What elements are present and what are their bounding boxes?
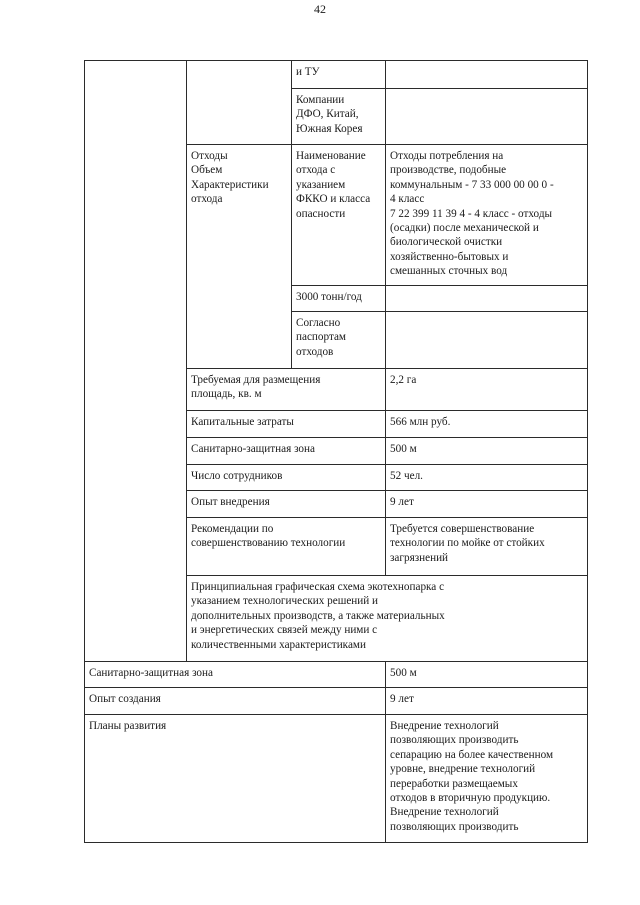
experience-value: 9 лет (386, 491, 588, 518)
continuation-cell (187, 61, 292, 145)
creation-label: Опыт создания (85, 688, 386, 715)
empty-value-cell (386, 61, 588, 89)
table-row (85, 688, 588, 715)
companies-cell: Компании ДФО, Китай, Южная Корея (292, 89, 386, 145)
creation-value: 9 лет (386, 688, 588, 715)
sanitary-zone-outer-value: 500 м (386, 662, 588, 688)
capex-label: Капитальные затраты (187, 411, 386, 438)
table-row (85, 61, 588, 89)
sanitary-zone-label: Санитарно-защитная зона (187, 438, 386, 465)
plans-value: Внедрение технологий позволяющих производить сепарацию на более качественном уровне, внедрение технологий переработки размещаемых отходов в вторичную продукцию. Внедрение технологий позволяющих производить (386, 715, 588, 843)
table-row (85, 715, 588, 843)
page-number: 42 (314, 2, 326, 16)
recommendations-label: Рекомендации по совершенствованию технологии (187, 518, 386, 576)
staff-label: Число сотрудников (187, 465, 386, 491)
requirements-tail: и ТУ (292, 61, 386, 89)
scheme-label: Принципиальная графическая схема экотехнопарка с указанием технологических решений и дополнительных производств, а также материальных и энергетических связей между ними с количественными характеристиками (187, 576, 588, 662)
staff-value: 52 чел. (386, 465, 588, 491)
table-row (85, 662, 588, 688)
waste-section-label: Отходы Объем Характеристики отхода (187, 145, 292, 369)
area-value: 2,2 га (386, 369, 588, 411)
sanitary-zone-outer-label: Санитарно-защитная зона (85, 662, 386, 688)
technopark-table (84, 60, 588, 843)
continuation-cell (85, 61, 187, 662)
experience-label: Опыт внедрения (187, 491, 386, 518)
waste-fkko-value: Отходы потребления на производстве, подобные коммунальным - 7 33 000 00 00 0 - 4 класс 7 22 399 11 39 4 - 4 класс - отходы (осадки) после механической и биологической очистки хозяйственно-бытовых и смешанных сточных вод (386, 145, 588, 286)
empty-value-cell (386, 312, 588, 369)
plans-label: Планы развития (85, 715, 386, 843)
waste-volume: 3000 тонн/год (292, 286, 386, 312)
waste-characteristics: Согласно паспортам отходов (292, 312, 386, 369)
waste-fkko-label: Наименование отхода с указанием ФККО и класса опасности (292, 145, 386, 286)
capex-value: 566 млн руб. (386, 411, 588, 438)
sanitary-zone-value: 500 м (386, 438, 588, 465)
empty-value-cell (386, 89, 588, 145)
area-label: Требуемая для размещения площадь, кв. м (187, 369, 386, 411)
empty-value-cell (386, 286, 588, 312)
recommendations-value: Требуется совершенствование технологии по мойке от стойких загрязнений (386, 518, 588, 576)
